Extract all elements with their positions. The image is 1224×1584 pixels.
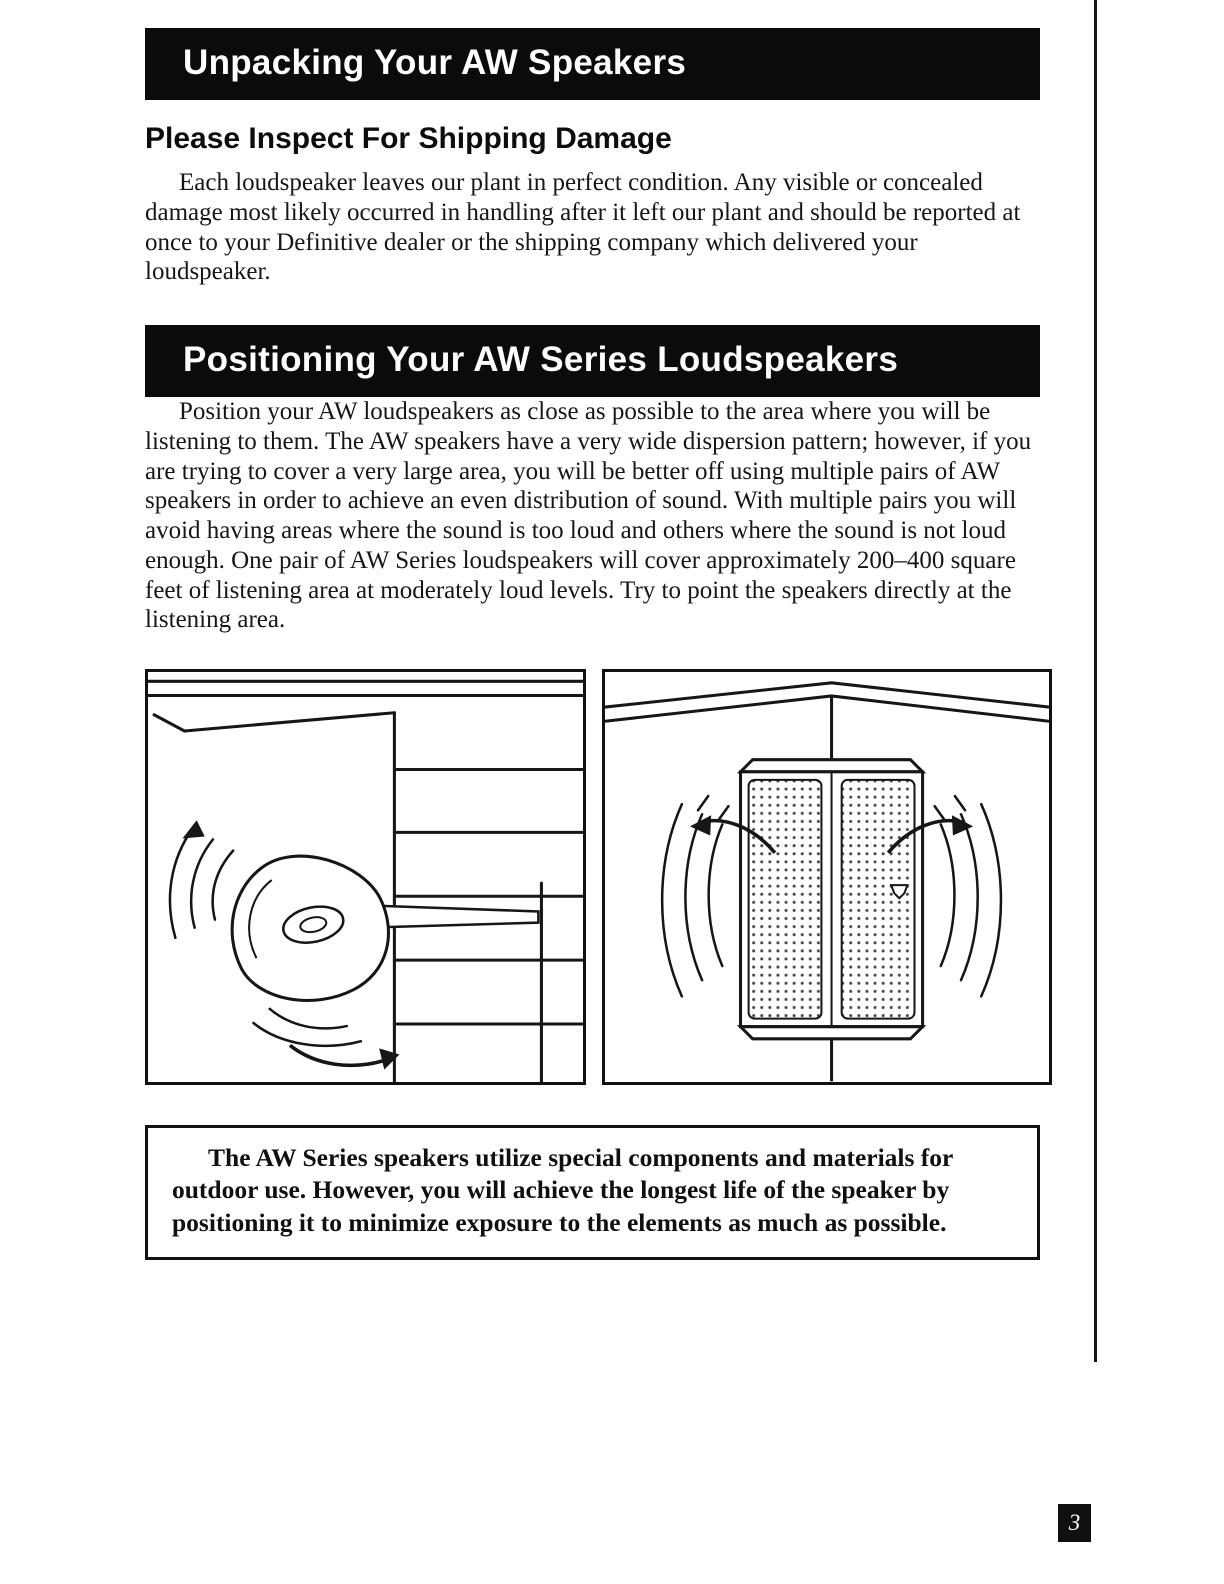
section-header-positioning <box>145 325 1040 397</box>
figure-corner-mount <box>602 669 1052 1085</box>
section-title-positioning: Positioning Your AW Series Loudspeakers <box>183 340 899 379</box>
outdoor-use-note-text: The AW Series speakers utilize special components and materials for outdoor use. However, you will achieve the longest life of the speaker by positioning it to minimize exposure to the elements as much as possible. <box>172 1143 953 1237</box>
page-content <box>145 28 1040 1260</box>
outdoor-use-note-box <box>145 1125 1040 1260</box>
subheading-shipping-damage: Please Inspect For Shipping Damage <box>145 122 672 155</box>
page-number: 3 <box>1068 1510 1081 1535</box>
section-header-unpacking <box>145 28 1040 100</box>
figure-eave-mount <box>145 669 586 1085</box>
page-number-badge <box>1058 1504 1091 1542</box>
eave-mounted-speaker-illustration <box>148 672 583 1082</box>
paragraph-positioning: Position your AW loudspeakers as close as possible to the area where you will be listening to them. The AW speakers have a very wide dispersion pattern; however, if you are trying to cover a very large area, you will be better off using multiple pairs of AW speakers in order to achieve an even distribution of sound. With multiple pairs you will avoid having areas where the sound is too loud and others where the sound is not loud enough. One pair of AW Series loudspeakers will cover approximately 200–400 square feet of listening area at moderately loud levels. Try to point the speakers directly at the listening area. <box>145 398 1032 634</box>
section-title-unpacking: Unpacking Your AW Speakers <box>183 43 687 82</box>
figure-row <box>145 669 1040 1085</box>
page-edge-scan-line <box>1094 0 1097 1362</box>
paragraph-shipping-damage: Each loudspeaker leaves our plant in perfect condition. Any visible or concealed damage most likely occurred in handling after it left our plant and should be reported at once to your Definitive dealer or the shipping company which delivered your loudspeaker. <box>145 169 1021 286</box>
corner-mounted-speaker-illustration <box>605 672 1049 1082</box>
